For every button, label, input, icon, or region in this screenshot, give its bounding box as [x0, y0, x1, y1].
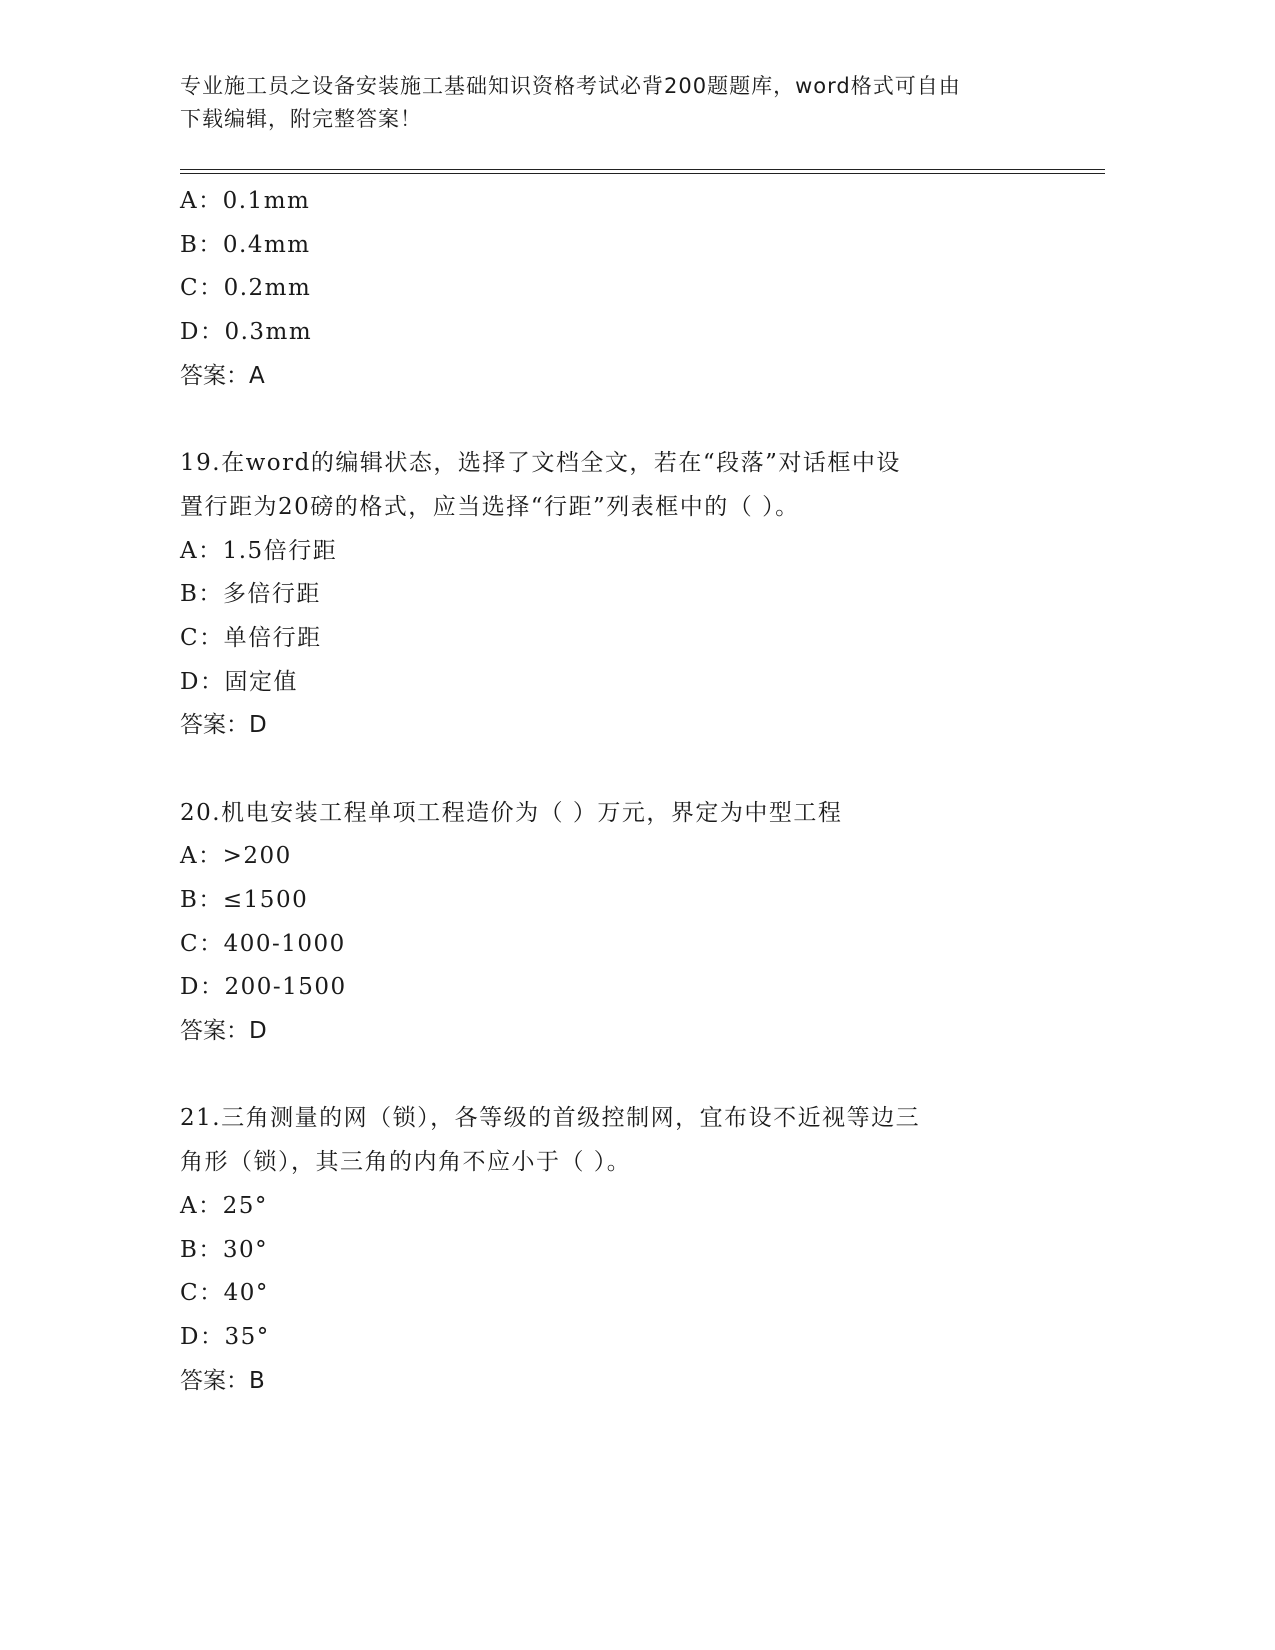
question-stem-line-2: 置行距为20磅的格式，应当选择“行距”列表框中的（ ）。 [180, 493, 800, 520]
option-d: D：200-1500 [180, 974, 347, 1001]
option-c: C：0.2mm [180, 275, 312, 302]
option-d: D：0.3mm [180, 319, 313, 346]
question-stem-line-1: 21.三角测量的网（锁），各等级的首级控制网，宜布设不近视等边三 [180, 1105, 921, 1132]
option-b: B：30° [180, 1236, 269, 1263]
header-divider [180, 169, 1105, 174]
question-21 [180, 1097, 1105, 1403]
question-spacer [180, 398, 1105, 442]
question-stem-line-1: 19.在word的编辑状态，选择了文档全文，若在“段落”对话框中设 [180, 450, 901, 477]
question-19 [180, 442, 1105, 748]
document-header [180, 70, 1060, 136]
question-18 [180, 180, 1105, 398]
option-b: B：≤1500 [180, 887, 309, 913]
option-a: A：>200 [180, 843, 292, 870]
answer-line: 答案：B [180, 1367, 265, 1394]
option-b: B：多倍行距 [180, 581, 321, 608]
question-stem-line-2: 角形（锁），其三角的内角不应小于（ ）。 [180, 1149, 632, 1176]
answer-line: 答案：A [180, 362, 265, 389]
option-c: C：40° [180, 1280, 269, 1307]
document-page [180, 0, 1105, 1650]
header-line-2: 下载编辑，附完整答案！ [180, 107, 422, 131]
question-spacer [180, 748, 1105, 792]
option-a: A：25° [180, 1192, 268, 1219]
option-c: C：400-1000 [180, 930, 346, 957]
answer-line: 答案：D [180, 1018, 267, 1045]
question-spacer [180, 1054, 1105, 1098]
option-b: B：0.4mm [180, 231, 311, 258]
header-line-1: 专业施工员之设备安装施工基础知识资格考试必背200题题库，word格式可自由 [180, 74, 961, 98]
answer-line: 答案：D [180, 712, 267, 739]
option-d: D：35° [180, 1323, 270, 1350]
option-d: D：固定值 [180, 668, 298, 695]
question-20 [180, 792, 1105, 1054]
option-c: C：单倍行距 [180, 624, 322, 651]
question-list [180, 180, 1105, 1403]
question-stem-line-1: 20.机电安装工程单项工程造价为（ ）万元，界定为中型工程 [180, 799, 843, 826]
option-a: A：0.1mm [180, 188, 311, 214]
option-a: A：1.5倍行距 [180, 537, 338, 564]
